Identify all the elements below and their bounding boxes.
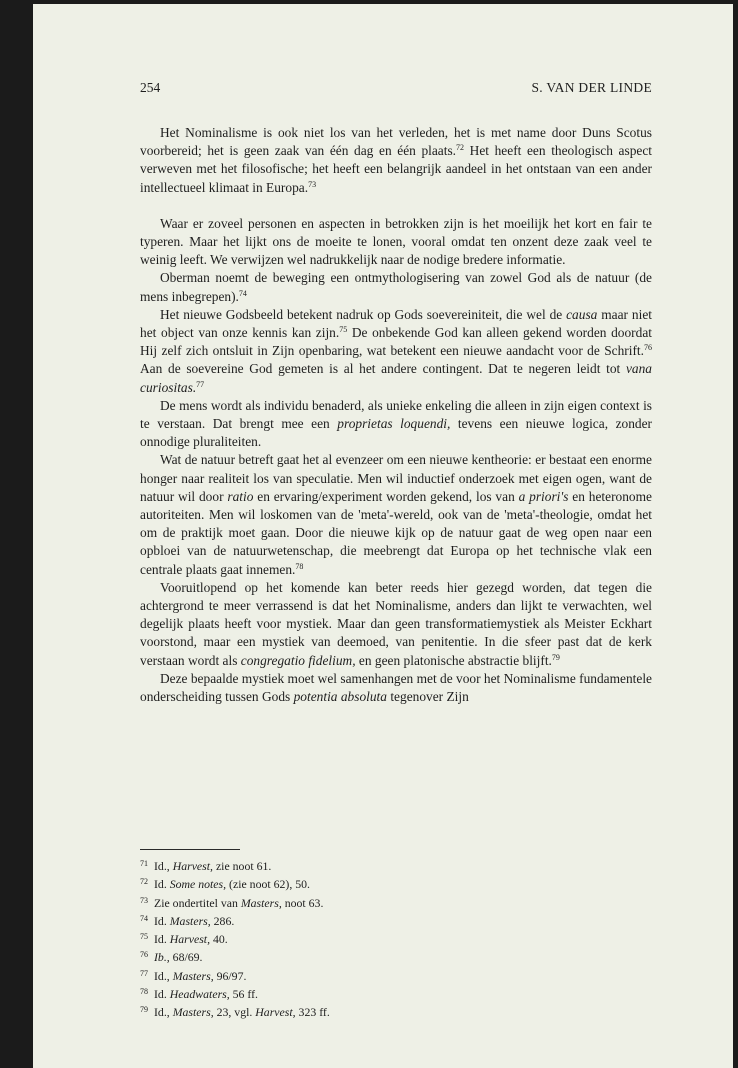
footnote: [140, 856, 652, 874]
italic-term: Masters,: [172, 968, 214, 983]
footnote-ref: 73: [308, 179, 317, 189]
footnote-number: 71: [140, 859, 148, 868]
text-run: De onbekende God kan alleen gekend worden doordat Hij zelf zich ontsluit in Zijn openbaring, wat betekent een nieuwe aandacht voor de Schrift.: [140, 325, 652, 359]
italic-term: congregatio fidelium,: [240, 652, 356, 668]
footnote-ref: 74: [238, 288, 247, 298]
text-run: Id.: [154, 913, 170, 928]
footnote: [140, 893, 652, 911]
text-run: 286.: [210, 913, 235, 928]
footnote: [140, 911, 652, 929]
text-run: noot 63.: [281, 895, 324, 910]
footnote-number: 79: [140, 1005, 148, 1015]
text-run: Id.: [154, 987, 170, 1002]
paragraph: [140, 124, 652, 197]
text-run: Vooruitlopend op het komende kan beter reeds hier gezegd worden, dat tegen die achtergrond te meer verrassend is dat het Nominalisme, anders dan lijkt te verwachten, wel degelijk plaats heeft voor mystiek. Maar dan geen transformatiemystiek als Meister Eckhart voorstond, maar een mystiek van deemoed, van penitentie. In die sfeer past dat de kerk verstaan wordt als: [140, 579, 652, 668]
text-run: 56 ff.: [229, 987, 258, 1002]
running-head: S. VAN DER LINDE: [531, 80, 652, 95]
text-run: 96/97.: [213, 968, 247, 983]
italic-term: Masters,: [240, 895, 282, 910]
text-run: (zie noot 62), 50.: [226, 877, 310, 892]
text-run: Waar er zoveel personen en aspecten in betrokken zijn is het moeilijk het kort en fair te typeren. Maar het lijkt ons de moeite te lonen, vooral omdat ten onzent deze zaak veel te weinig leeft. We verwijzen wel nadrukkelijk naar de nodige bredere informatie.: [140, 215, 652, 268]
footnote-number: 72: [140, 877, 148, 887]
italic-term: ratio: [227, 488, 254, 504]
text-run: Het nieuwe Godsbeeld betekent nadruk op Gods soevereiniteit, die wel de: [160, 306, 567, 322]
footnote-ref: 79: [551, 652, 560, 662]
italic-term: Headwaters,: [169, 987, 230, 1002]
text-run: 40.: [210, 932, 228, 947]
text-run: Id.: [154, 877, 170, 892]
text-run: Id.,: [154, 1005, 173, 1020]
footnotes: [140, 856, 652, 1021]
italic-term: Some notes,: [169, 877, 227, 892]
text-run: Het heeft een theologisch aspect verweven met het filosofische; het heeft een belangrijk aandeel in het ontstaan van een ander intellectueel klimaat in Europa.: [140, 143, 652, 195]
footnote: [140, 874, 652, 892]
footnote-number: 77: [140, 968, 148, 978]
text-run: Id.,: [154, 968, 173, 983]
footnote-ref: 78: [295, 561, 304, 571]
text-run: maar niet het object van onze kennis kan zijn.: [140, 306, 652, 341]
footnote: [140, 929, 652, 947]
italic-term: Harvest,: [169, 932, 211, 947]
paragraph: [140, 397, 652, 452]
paragraph: [140, 670, 652, 706]
paragraph: [140, 306, 652, 397]
footnote-ref: 75: [339, 325, 348, 335]
footnote: [140, 947, 652, 965]
italic-term: proprietas loquendi,: [337, 416, 451, 432]
italic-term: Masters,: [169, 913, 211, 928]
footnote: [140, 966, 652, 984]
text-run: 23, vgl.: [213, 1005, 256, 1020]
paragraph: [140, 579, 652, 670]
text-run: Het Nominalisme is ook niet los van het verleden, het is met name door Duns Scotus voorbereid; het is geen zaak van één dag en één plaats.: [140, 125, 652, 159]
text-run: Id.: [154, 932, 170, 947]
text-run: Aan de soevereine God gemeten is al het andere contingent. Dat te negeren leidt tot: [140, 361, 626, 377]
italic-term: a priori's: [518, 488, 569, 504]
footnote-rule: [140, 849, 240, 850]
italic-term: vana curiositas.: [140, 361, 652, 395]
italic-term: causa: [566, 306, 598, 322]
italic-term: Harvest,: [255, 1005, 296, 1020]
footnote-number: 76: [140, 950, 148, 960]
italic-term: Harvest,: [172, 859, 213, 873]
footnote-number: 74: [140, 913, 148, 923]
footnote-number: 75: [140, 932, 148, 942]
footnote-ref: 76: [644, 343, 652, 353]
italic-term: potentia absoluta: [293, 689, 387, 705]
italic-term: Masters,: [172, 1005, 214, 1020]
text-run: en ervaring/experiment worden gekend, los van: [253, 488, 519, 504]
text-run: Zie ondertitel van: [154, 895, 241, 910]
page-number: 254: [140, 80, 161, 95]
text-run: Oberman noemt de beweging een ontmythologisering van zowel God als de natuur (de mens inbegrepen).: [140, 270, 652, 304]
text-run: De mens wordt als individu benaderd, als unieke enkeling die alleen in zijn eigen context is te verstaan. Dat brengt mee een: [140, 397, 652, 432]
footnote-ref: 72: [456, 143, 465, 153]
page-header: [140, 80, 652, 102]
footnote-number: 73: [140, 895, 148, 905]
text-run: tevens een nieuwe logica, zonder onnodige pluraliteiten.: [140, 416, 653, 450]
paragraph: [140, 269, 652, 305]
italic-term: Ib.,: [154, 950, 170, 965]
text-run: zie noot 61.: [213, 859, 272, 873]
text-run: Id.,: [154, 859, 173, 873]
body-text: [140, 124, 652, 706]
text-run: Wat de natuur betreft gaat het al evenzeer om een nieuwe kentheorie: er bestaat een enorme honger naar realiteit los van speculatie. Men wil inductief onderzoek met eigen ogen, want de natuur wil door: [140, 452, 652, 504]
text-run: en heteronome autoriteiten. Men wil loskomen van de 'meta'-wereld, ook van de 'meta'-theologie, omdat het om de praktijk moet gaan. Door die nieuwe kijk op de natuur gaat de weg open naar een opbloei van de natuurwetenschap, die meebrengt dat Europa op het technische vlak een centrale plaats gaat innemen.: [140, 488, 652, 577]
footnote: [140, 1002, 652, 1020]
footnote: [140, 984, 652, 1002]
text-run: 323 ff.: [295, 1005, 330, 1020]
footnote-number: 78: [140, 987, 148, 997]
footnote-ref: 77: [196, 379, 205, 389]
paragraph: [140, 451, 652, 578]
text-run: en geen platonische abstractie blijft.: [355, 652, 552, 668]
text-run: Deze bepaalde mystiek moet wel samenhangen met de voor het Nominalisme fundamentele onderscheiding tussen Gods: [140, 670, 652, 705]
paragraph: [140, 215, 652, 270]
text-run: 68/69.: [169, 950, 203, 965]
text-run: tegenover Zijn: [386, 689, 469, 705]
